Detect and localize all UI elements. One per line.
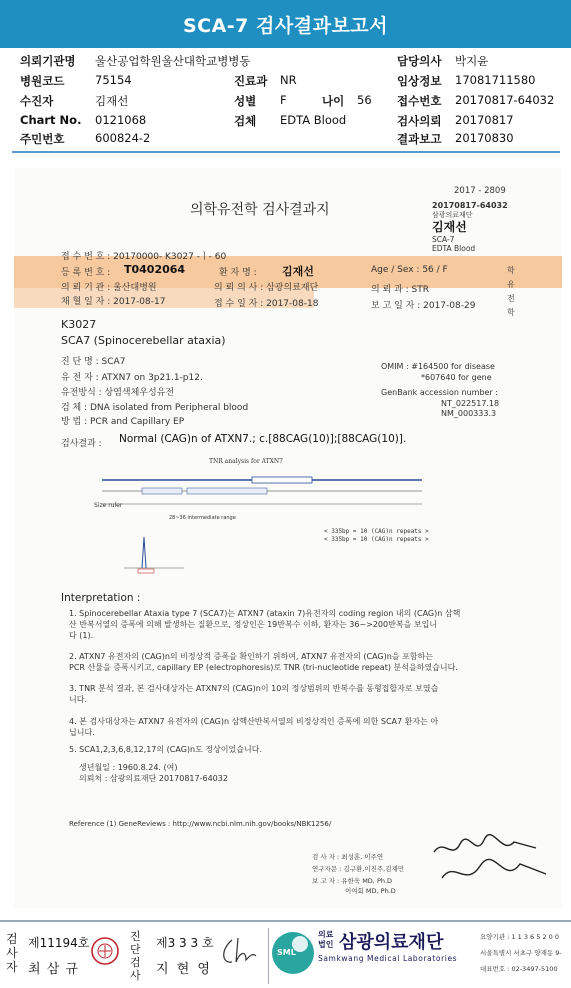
receipt-label: 접수번호 [397,94,442,108]
interp-line: 1. Spinocerebellar Ataxia type 7 (SCA7)는 ATXN7 (ataxin 7)유전자의 coding region 내의 (CAG)n 삼핵 [69,609,461,618]
header-row-3 [0,93,571,111]
rrn-label: 주민번호 [20,132,65,146]
doctor-value: 박지윤 [455,54,489,68]
signer-2: 연구자문 : 김구환,이진주,김재민 [312,865,405,873]
examiner-license: 제11194호 [28,936,90,950]
footer-divider [268,928,269,984]
clinic-label: 임상정보 [397,74,442,88]
dept-label: 진료과 [234,74,268,88]
org-name: 삼광의료재단 [339,932,444,953]
omim-line-1: OMIM : #164500 for disease [381,362,495,371]
header-row-5 [0,131,571,149]
interp-line: 닙니다. [69,728,95,737]
patient-label-scan: 환 자 명 : [219,268,257,278]
age-label: 나이 [322,94,345,108]
sample-name: 김재선 [432,220,467,234]
sample-test: SCA-7 [432,235,455,244]
doctor-label: 담당의사 [397,54,442,68]
sca7-band-a [142,488,182,494]
examiner-name: 최 삼 규 [28,962,79,977]
interp-line: 다 (1). [69,631,94,640]
footer-info-3: 대표번호 : 02-3497-5100 [480,965,558,973]
positive-box [252,477,312,483]
requester-line: 의뢰처 : 삼광의료재단 20170817-64032 [79,774,228,783]
org-line: 의 뢰 기 관 : 울산대병원 [61,283,157,293]
receipt-line: 접 수 번 호 : 20170000- K3027 -ㅣ- 60 [61,252,227,262]
hosp-code-value: 75154 [95,73,132,87]
specimen-value: EDTA Blood [280,113,347,127]
interp-line: 4. 본 검사대상자는 ATXN7 유전자의 (CAG)n 삼핵산반복서열의 비정상적인 증폭에 의한 SCA7 환자는 아 [69,717,439,726]
patient-scan: 김재선 [282,265,314,278]
omim-line-2: *607640 for gene [421,373,492,382]
reviewer-name: 지 현 영 [156,962,212,977]
reviewer-signature [218,932,260,972]
gene-line: 유 전 자 : ATXN7 on 3p21.1-p12. [61,373,203,383]
rrn-value: 600824-2 [95,131,151,145]
interp-title: Interpretation : [61,592,141,604]
diagram-line-2: < 335bp = 10 (CAG)n repeats > [324,536,429,543]
code-top: 2017 - 2809 [454,186,506,196]
interp-line: 산 반복서열의 증폭에 의해 발생하는 질환으로, 정상인은 19반복수 이하, 환자는 36~>200반복을 보입니 [69,620,438,629]
interp-line: PCR 산물을 증폭시키고, capillary EP (electrophoresis)로 TNR (tri-nucleotide repeat) 분석을하였습니다. [69,663,458,672]
header-row-2 [0,73,571,91]
specimen-label: 검체 [234,114,257,128]
header-row-1 [0,53,571,71]
receipt-value: 20170817-64032 [455,93,555,107]
sample-no: 20170817-64032 [432,201,508,210]
interp-line: 3. TNR 분석 결과, 본 검사대상자는 ATXN7의 (CAG)n이 10의 정상범위의 반복수를 동형접합자로 보였습 [69,684,439,693]
test-code: K3027 [61,318,97,331]
chart-value: 0121068 [95,113,147,127]
sample-specimen: EDTA Blood [432,244,476,253]
diagram-title: TNR analysis for ATXN7 [209,458,283,465]
examiner-label: 검사자 [6,932,18,974]
birth-line: 생년월일 : 1960.8.24. (여) [79,763,178,772]
size-ruler-label: Size ruler [94,502,123,509]
result-label: 검사결과 : [61,439,102,449]
patient-value: 김재선 [95,94,129,108]
sex-value: F [280,93,287,107]
genbank-line: GenBank accession number : [381,388,498,397]
reviewer-label: 진단검사 [130,930,141,982]
peak-trace [142,537,146,568]
chart-label: Chart No. [20,113,82,127]
header-divider [12,151,560,153]
org-english: Samkwang Medical Laboratories [318,954,458,963]
org-prefix: 의료법인 [318,930,334,949]
age-sex: Age / Sex : 56 / F [371,265,448,275]
diagram-map [92,466,442,526]
sex-label: 성별 [234,94,257,108]
reviewer-license: 제3 3 3 호 [156,936,214,950]
doctor-line: 의 뢰 의 사 : 삼광의료재단 [214,283,319,293]
test-name: SCA7 (Spinocerebellar ataxia) [61,334,226,347]
report-line: 보 고 일 자 : 2017-08-29 [371,301,476,311]
signer-4: 이여회 MD, Ph.D [345,887,396,895]
handwritten-signature [424,830,554,896]
report-title: SCA-7 검사결과보고서 [0,0,571,48]
interp-line: 5. SCA1,2,3,6,8,12,17의 (CAG)n도 정상이었습니다. [69,745,262,754]
collect-line: 채 혈 일 자 : 2017-08-17 [61,297,166,307]
patient-label: 수진자 [20,94,54,108]
footer-info-2: 서울특별시 서초구 양재동 9- [480,949,562,957]
request-value: 20170817 [455,113,514,127]
peak-plot [124,533,184,578]
side-text: 학유전학 [507,266,515,317]
dept-line: 의 뢰 과 : STR [371,285,430,295]
doc-title: 의학유전학 검사결과지 [190,202,330,218]
sca7-band-b [187,488,267,494]
hosp-code-label: 병원코드 [20,74,65,88]
genbank-2: NM_000333.3 [441,409,497,418]
result-text: Normal (CAG)n of ATXN7.; c.[88CAG(10)];[88CAG(10)]. [119,433,407,445]
reference: Reference (1) GeneReviews : http://www.ncbi.nlm.nih.gov/books/NBK1256/ [69,820,332,828]
signer-1: 검 사 자 : 최성훈, 이주연 [312,853,384,861]
report-label: 결과보고 [397,132,442,146]
diagram-line-1: < 335bp = 10 (CAG)n repeats > [324,528,429,535]
footer [0,920,571,988]
dx-line: 진 단 명 : SCA7 [61,357,126,367]
request-label: 검사의뢰 [397,114,442,128]
dept-value: NR [280,73,297,87]
genbank-1: NT_022517.18 [441,399,500,408]
clinic-value: 17081711580 [455,73,536,87]
interp-line: 2. ATXN7 유전자의 (CAG)n의 비정상적 증폭을 확인하기 위하여, ATXN7 유전자의 (CAG)n을 포함하는 [69,652,433,661]
examiner-seal-icon [90,936,120,966]
sml-logo-text: SML [277,948,296,957]
method-line: 방 법 : PCR and Capillary EP [61,417,185,427]
header-row-4 [0,113,571,131]
org-label: 의뢰기관명 [20,54,76,68]
interp-line: 니다. [69,695,87,704]
report-value: 20170830 [455,131,514,145]
scanned-report [14,168,562,908]
reg-no-label: 등 록 번 호 : [61,268,111,278]
signer-3: 보 고 자 : 유한욱 MD, Ph.D [312,877,393,885]
reg-no: T0402064 [124,263,186,276]
age-value: 56 [357,93,372,107]
org-value: 울산공업학원울산대학교병병동 [95,54,251,68]
footer-info-1: 요양기관 : 1 1 3 6 5 2 0 0 [480,933,559,941]
peak-label-box [138,569,154,573]
sample-org: 삼광의료재단 [432,211,473,219]
specimen-line: 검 체 : DNA isolated from Peripheral blood [61,403,249,413]
receive-line: 접 수 일 자 : 2017-08-18 [214,299,319,309]
inherit-line: 유전방식 : 상염색체우성유전 [61,388,175,398]
intermediate-label: 28~36 intermediate range [169,515,236,521]
